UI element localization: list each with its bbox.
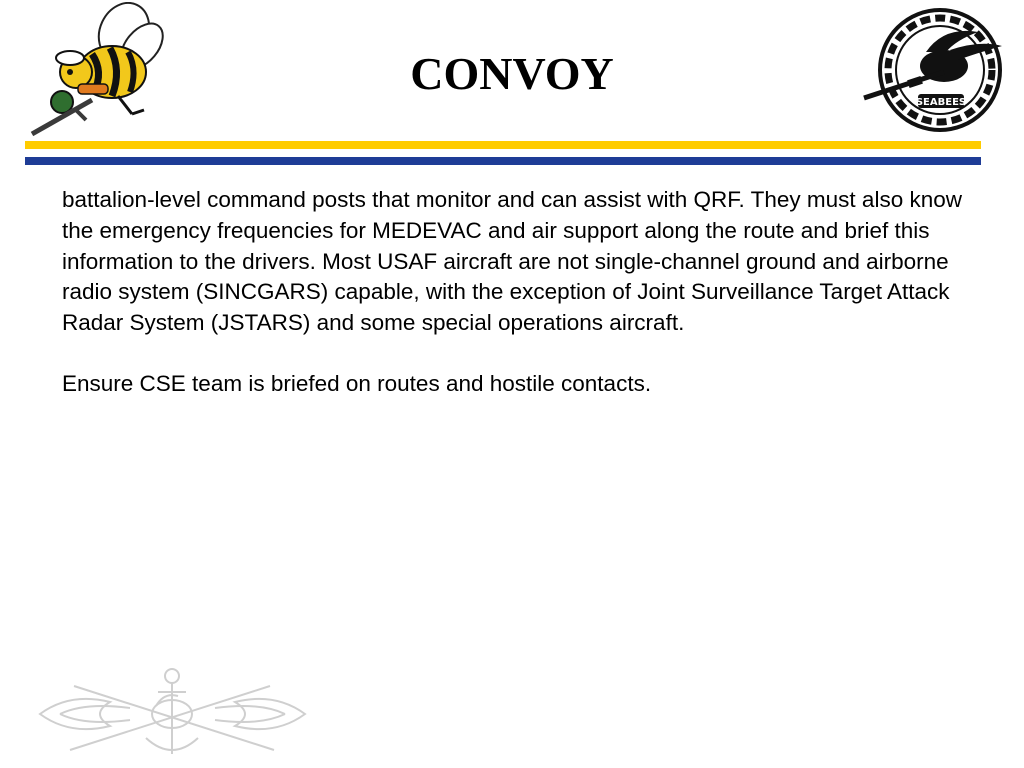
page-title: CONVOY — [410, 48, 614, 99]
yellow-divider — [25, 141, 981, 149]
blue-divider — [25, 157, 981, 165]
seal-text: SEABEES — [915, 97, 967, 108]
paragraph: Ensure CSE team is briefed on routes and hostile contacts. — [62, 370, 652, 396]
body-text — [62, 185, 982, 430]
seabee-combat-warfare-insignia-icon — [30, 662, 315, 766]
seabees-seal-icon — [860, 6, 1020, 134]
paragraph: battalion-level command posts that monitor and can assist with QRF. They must also know the emergency frequencies for MEDEVAC and air support along the route and brief this information to the drivers. Most USAF aircraft are not single-channel ground and airborne radio system (SINCGARS) capable, with the exception of Joint Surveillance Target Attack Radar System (JSTARS) and some special operations aircraft. — [62, 187, 962, 336]
